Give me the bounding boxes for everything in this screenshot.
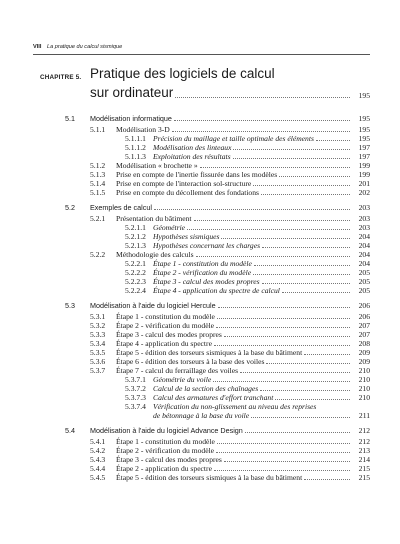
leader-dots — [187, 229, 350, 230]
chapter-title-line2: sur ordinateur — [90, 85, 174, 100]
header-rule — [33, 54, 370, 55]
toc-entry-title: Modélisation à l'aide du logiciel Advance Design — [90, 426, 243, 435]
toc-entry-number: 5.3.5 — [90, 348, 106, 357]
toc-entry-title: Étape 1 - constitution du modèle — [116, 312, 215, 321]
toc-entry-page: 210 — [358, 384, 370, 393]
toc-entry-page: 204 — [358, 250, 370, 259]
leader-dots — [217, 318, 350, 319]
leader-dots — [245, 432, 350, 433]
toc-entry-page: 195 — [358, 114, 370, 123]
toc-entry-page: 206 — [358, 301, 370, 310]
leader-dots — [174, 120, 350, 121]
toc-entry-number: 5.3.7 — [90, 366, 106, 375]
toc-section-row — [65, 202, 370, 212]
toc-entry-number: 5.3.1 — [90, 312, 106, 321]
toc-entry-number: 5.3.6 — [90, 357, 106, 366]
toc-entry-title: Précision du maillage et taille optimale des éléments — [153, 134, 314, 143]
toc-entry-number: 5.4.1 — [90, 437, 106, 446]
toc-entry-number: 5.2.2.3 — [125, 277, 146, 286]
toc-entry-number: 5.2.1.1 — [125, 223, 146, 232]
toc-entry-page: 210 — [358, 366, 370, 375]
leader-dots — [254, 265, 350, 266]
toc-entry-number: 5.4 — [65, 426, 75, 435]
toc-entry-title: Modélisation « brochette » — [116, 161, 198, 170]
toc-entry-page: 195 — [358, 134, 370, 143]
toc-entry-page: 211 — [358, 411, 370, 420]
leader-dots — [233, 149, 350, 150]
leader-dots — [175, 97, 350, 98]
leader-dots — [240, 372, 350, 373]
toc-entry-number: 5.2.2 — [90, 250, 106, 259]
toc-entry-title: Étape 3 - calcul des modes propres — [153, 277, 260, 286]
toc-entry-page: 195 — [358, 125, 370, 134]
toc-entry-number: 5.1.1 — [90, 125, 106, 134]
leader-dots — [224, 461, 350, 462]
header-page-number: VIII — [33, 44, 42, 50]
toc-entry-page: 205 — [358, 286, 370, 295]
toc-entry-title: Modélisation à l'aide du logiciel Hercule — [90, 301, 216, 310]
toc-entry-page: 197 — [358, 152, 370, 161]
toc-entry-number: 5.1 — [65, 114, 75, 123]
toc-entry-page: 208 — [358, 339, 370, 348]
leader-dots — [200, 167, 350, 168]
toc-entry-title: Étape 5 - édition des torseurs sismiques à la base du bâtiment — [116, 473, 303, 482]
toc-entry-page: 210 — [358, 393, 370, 402]
toc-entry-page: 203 — [358, 203, 370, 212]
leader-dots — [282, 292, 350, 293]
toc-entry-page: 203 — [358, 223, 370, 232]
toc-entry-number: 5.2 — [65, 203, 75, 212]
toc-entry-number: 5.1.1.2 — [125, 143, 146, 152]
toc-section-row — [65, 113, 370, 123]
toc-entry-page: 210 — [358, 375, 370, 384]
toc-entry-title: Étape 3 - calcul des modes propres — [116, 330, 222, 339]
toc-entry-number: 5.2.1.2 — [125, 232, 146, 241]
leader-dots — [217, 443, 350, 444]
leader-dots — [196, 256, 350, 257]
toc-entry-title: Géométrie — [153, 223, 186, 232]
toc-entry-page: 213 — [358, 446, 370, 455]
toc-entry-page: 203 — [358, 214, 370, 223]
toc-entry-title: Modélisation des linteaux — [153, 143, 232, 152]
toc-entry-title: Étape 5 - édition des torseurs sismiques à la base du bâtiment — [116, 348, 303, 357]
toc-entry-number: 5.4.5 — [90, 473, 106, 482]
header-running-title: La pratique du calcul sismique — [46, 44, 123, 50]
toc-entry-page: 206 — [358, 312, 370, 321]
leader-dots — [279, 176, 350, 177]
toc-entry-title: Vérification du non-glissement au niveau des reprises — [153, 402, 317, 411]
toc-entry-number: 5.4.3 — [90, 455, 106, 464]
toc-entry-number: 5.1.1.1 — [125, 134, 146, 143]
leader-dots — [218, 307, 350, 308]
toc-entry-number: 5.2.2.4 — [125, 286, 146, 295]
toc-entry-page: 212 — [358, 437, 370, 446]
toc-entry-title: Étape 7 - calcul du ferraillage des voiles — [116, 366, 239, 375]
leader-dots — [266, 363, 350, 364]
toc-section-row — [65, 425, 370, 435]
toc-entry-page: 207 — [358, 330, 370, 339]
leader-dots — [224, 336, 350, 337]
chapter-title-row — [90, 85, 370, 100]
toc-entry-title: Hypothèses concernant les charges — [153, 241, 261, 250]
toc-entry-title: Hypothèses sismiques — [153, 232, 220, 241]
toc-entry-title: Étape 4 - application du spectre de calcul — [153, 286, 280, 295]
toc-entry-title: Modélisation informatique — [90, 114, 172, 123]
toc-section-row — [65, 300, 370, 310]
toc-entry-title: Étape 6 - édition des torseurs à la base des voiles — [116, 357, 265, 366]
toc-entry-number: 5.2.1 — [90, 214, 106, 223]
toc-entry-title: Étape 4 - application du spectre — [116, 339, 212, 348]
toc-entry-title: Calcul des armatures d'effort tranchant — [153, 393, 274, 402]
toc-entry-page: 214 — [358, 455, 370, 464]
leader-dots — [233, 158, 350, 159]
leader-dots — [154, 209, 350, 210]
toc-entry-page: 207 — [358, 321, 370, 330]
leader-dots — [216, 452, 350, 453]
toc-entry-title: de bétonnage à la base du voile — [153, 411, 250, 420]
toc-entry-title: Étape 2 - vérification du modèle — [153, 268, 252, 277]
toc-entry-number: 5.3 — [65, 301, 75, 310]
leader-dots — [275, 399, 350, 400]
toc-entry-number: 5.4.4 — [90, 464, 106, 473]
chapter-page: 195 — [358, 91, 370, 100]
toc-entry-number: 5.1.1.3 — [125, 152, 146, 161]
toc-entry-page: 199 — [358, 170, 370, 179]
toc-entry-title: Calcul de la section des chaînages — [153, 384, 259, 393]
toc-entry-title: Exploitation des résultats — [153, 152, 231, 161]
toc-entry-row — [90, 472, 370, 482]
toc-entry-row — [125, 410, 370, 420]
leader-dots — [214, 345, 350, 346]
leader-dots — [261, 194, 350, 195]
leader-dots — [194, 220, 351, 221]
toc-entry-number: 5.1.5 — [90, 188, 106, 197]
leader-dots — [251, 417, 350, 418]
toc-entry-row — [90, 187, 370, 197]
chapter-title-line1: Pratique des logiciels de calcul — [90, 66, 275, 81]
toc-entry-number: 5.3.7.4 — [125, 402, 146, 411]
toc-entry-title: Exemples de calcul — [90, 203, 152, 212]
leader-dots — [253, 185, 350, 186]
leader-dots — [304, 354, 350, 355]
toc-entry-page: 202 — [358, 188, 370, 197]
toc-entry-title: Étape 1 - constitution du modèle — [116, 437, 215, 446]
toc-entry-title: Prise en compte de l'interaction sol-structure — [116, 179, 252, 188]
toc-entry-title: Étape 1 - constitution du modèle — [153, 259, 252, 268]
toc-entry-title: Présentation du bâtiment — [116, 214, 192, 223]
toc-entry-page: 212 — [358, 426, 370, 435]
toc-entry-title: Étape 3 - calcul des modes propres — [116, 455, 222, 464]
toc-entry-row — [125, 285, 370, 295]
leader-dots — [214, 470, 350, 471]
toc-entry-page: 205 — [358, 277, 370, 286]
toc-entry-page: 204 — [358, 232, 370, 241]
toc-entry-number: 5.1.4 — [90, 179, 106, 188]
toc-entry-page: 204 — [358, 241, 370, 250]
toc-entry-title: Prise en compte de l'inertie fissurée dans les modèles — [116, 170, 278, 179]
toc-entry-number: 5.2.1.3 — [125, 241, 146, 250]
chapter-label: CHAPITRE 5. — [40, 74, 82, 81]
toc-entry-number: 5.1.2 — [90, 161, 106, 170]
toc-entry-title: Modélisation 3-D — [116, 125, 170, 134]
toc-entry-title: Prise en compte du décollement des fondations — [116, 188, 259, 197]
toc-entry-title: Méthodologie des calculs — [116, 250, 194, 259]
leader-dots — [316, 140, 350, 141]
leader-dots — [221, 238, 350, 239]
running-header — [33, 44, 122, 50]
toc-entry-page: 209 — [358, 348, 370, 357]
toc-entry-page: 201 — [358, 179, 370, 188]
toc-entry-number: 5.3.4 — [90, 339, 106, 348]
toc-entry-page: 197 — [358, 143, 370, 152]
toc-entry-number: 5.4.2 — [90, 446, 106, 455]
toc-entry-page: 199 — [358, 161, 370, 170]
toc-entry-title: Étape 2 - vérification du modèle — [116, 321, 215, 330]
leader-dots — [253, 274, 350, 275]
leader-dots — [262, 247, 350, 248]
leader-dots — [260, 390, 350, 391]
toc-entry-number: 5.2.2.2 — [125, 268, 146, 277]
toc-entry-number: 5.3.7.2 — [125, 384, 146, 393]
leader-dots — [213, 381, 350, 382]
toc-entry-page: 215 — [358, 473, 370, 482]
leader-dots — [172, 131, 350, 132]
toc-entry-page: 215 — [358, 464, 370, 473]
toc-entry-page: 204 — [358, 259, 370, 268]
leader-dots — [262, 283, 350, 284]
toc-entry-number: 5.1.3 — [90, 170, 106, 179]
toc-entry-number: 5.2.2.1 — [125, 259, 146, 268]
toc-entry-page: 205 — [358, 268, 370, 277]
leader-dots — [304, 479, 350, 480]
toc-entry-title: Étape 2 - application du spectre — [116, 464, 212, 473]
toc-entry-number: 5.3.3 — [90, 330, 106, 339]
toc-entry-number: 5.3.2 — [90, 321, 106, 330]
leader-dots — [216, 327, 350, 328]
toc-entry-number: 5.3.7.1 — [125, 375, 146, 384]
toc-entry-page: 209 — [358, 357, 370, 366]
toc-entry-title: Étape 2 - vérification du modèle — [116, 446, 215, 455]
toc-entry-title: Géométrie du voile — [153, 375, 212, 384]
toc-entry-number: 5.3.7.3 — [125, 393, 146, 402]
